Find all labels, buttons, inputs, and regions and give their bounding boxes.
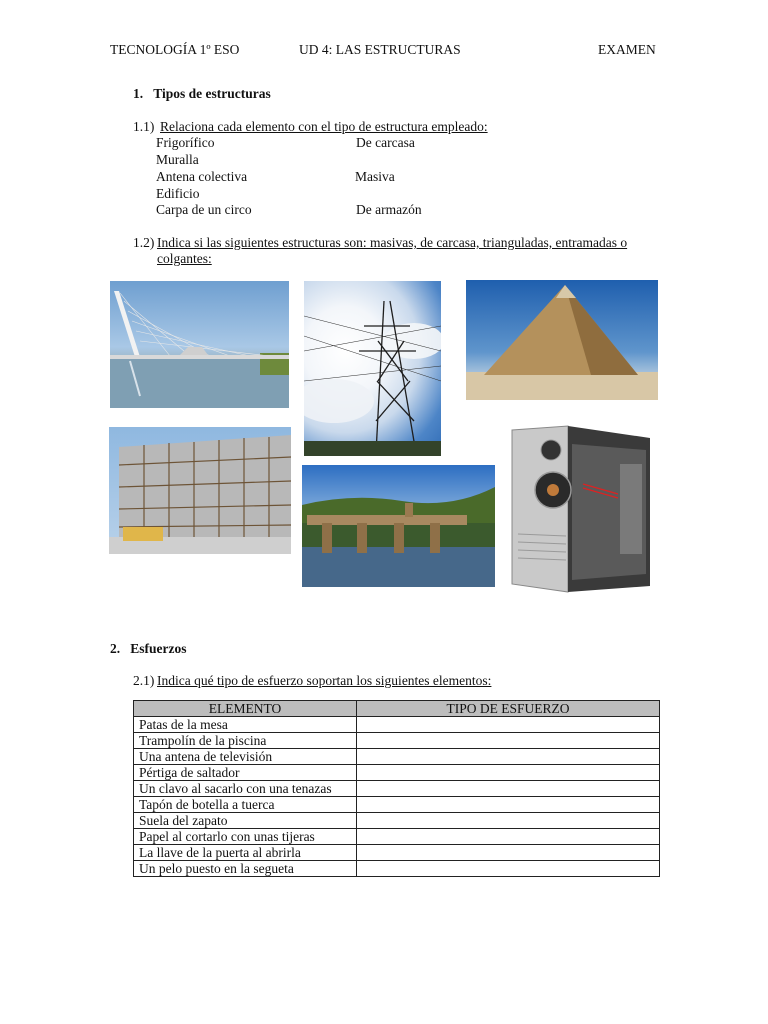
electricity-pylon-photo [304, 281, 441, 456]
table-row [134, 765, 660, 781]
element-item: Muralla [156, 152, 199, 167]
table-row [134, 749, 660, 765]
stress-type-cell[interactable] [357, 861, 660, 877]
table-row [134, 813, 660, 829]
structure-type-item: De armazón [356, 202, 422, 217]
stone-bridge-photo [302, 465, 495, 587]
stress-type-cell[interactable] [357, 813, 660, 829]
section2-title: 2. Esfuerzos [110, 641, 187, 656]
structure-type-item: De carcasa [356, 135, 415, 150]
table-row [134, 797, 660, 813]
element-cell: Tapón de botella a tuerca [134, 797, 357, 813]
suspension-bridge-photo [110, 281, 289, 408]
stress-type-cell[interactable] [357, 733, 660, 749]
header-exam: EXAMEN [598, 42, 656, 57]
building-construction-photo [109, 427, 291, 554]
stress-type-cell[interactable] [357, 781, 660, 797]
stress-type-cell[interactable] [357, 829, 660, 845]
question-2-1-text: Indica qué tipo de esfuerzo soportan los siguientes elementos: [157, 673, 492, 688]
element-cell: La llave de la puerta al abrirla [134, 845, 357, 861]
element-item: Carpa de un circo [156, 202, 252, 217]
pyramid-photo [466, 280, 658, 400]
element-cell: Pértiga de saltador [134, 765, 357, 781]
column-header-element: ELEMENTO [134, 701, 357, 717]
element-item: Edificio [156, 186, 200, 201]
stress-type-cell[interactable] [357, 797, 660, 813]
table-header-row [134, 701, 660, 717]
section1-title: 1. Tipos de estructuras [133, 86, 271, 101]
element-item: Frigorífico [156, 135, 215, 150]
question-1-2-text: Indica si las siguientes estructuras son: masivas, de carcasa, trianguladas, entramadas o [157, 235, 628, 250]
question-1-2-text-continued: colgantes: [157, 251, 212, 266]
element-cell: Suela del zapato [134, 813, 357, 829]
element-cell: Una antena de televisión [134, 749, 357, 765]
table-row [134, 781, 660, 797]
question-1-1-text: Relaciona cada elemento con el tipo de estructura empleado: [160, 119, 488, 134]
question-1-2-number: 1.2) [133, 235, 155, 250]
structure-type-item: Masiva [355, 169, 395, 184]
computer-case-photo [508, 424, 653, 594]
stress-type-cell[interactable] [357, 765, 660, 781]
element-cell: Papel al cortarlo con unas tijeras [134, 829, 357, 845]
element-cell: Patas de la mesa [134, 717, 357, 733]
stress-type-cell[interactable] [357, 749, 660, 765]
stress-type-cell[interactable] [357, 717, 660, 733]
question-1-1-number: 1.1) [133, 119, 155, 134]
table-row [134, 717, 660, 733]
table-row [134, 733, 660, 749]
table-row [134, 845, 660, 861]
table-row [134, 829, 660, 845]
table-row [134, 861, 660, 877]
header-subject: TECNOLOGÍA 1º ESO [110, 42, 240, 57]
question-2-1-number: 2.1) [133, 673, 155, 688]
element-item: Antena colectiva [156, 169, 248, 184]
element-cell: Trampolín de la piscina [134, 733, 357, 749]
header-unit: UD 4: LAS ESTRUCTURAS [299, 42, 461, 57]
element-cell: Un pelo puesto en la segueta [134, 861, 357, 877]
column-header-stress-type: TIPO DE ESFUERZO [357, 701, 660, 717]
element-cell: Un clavo al sacarlo con una tenazas [134, 781, 357, 797]
stress-table [133, 700, 660, 877]
stress-type-cell[interactable] [357, 845, 660, 861]
